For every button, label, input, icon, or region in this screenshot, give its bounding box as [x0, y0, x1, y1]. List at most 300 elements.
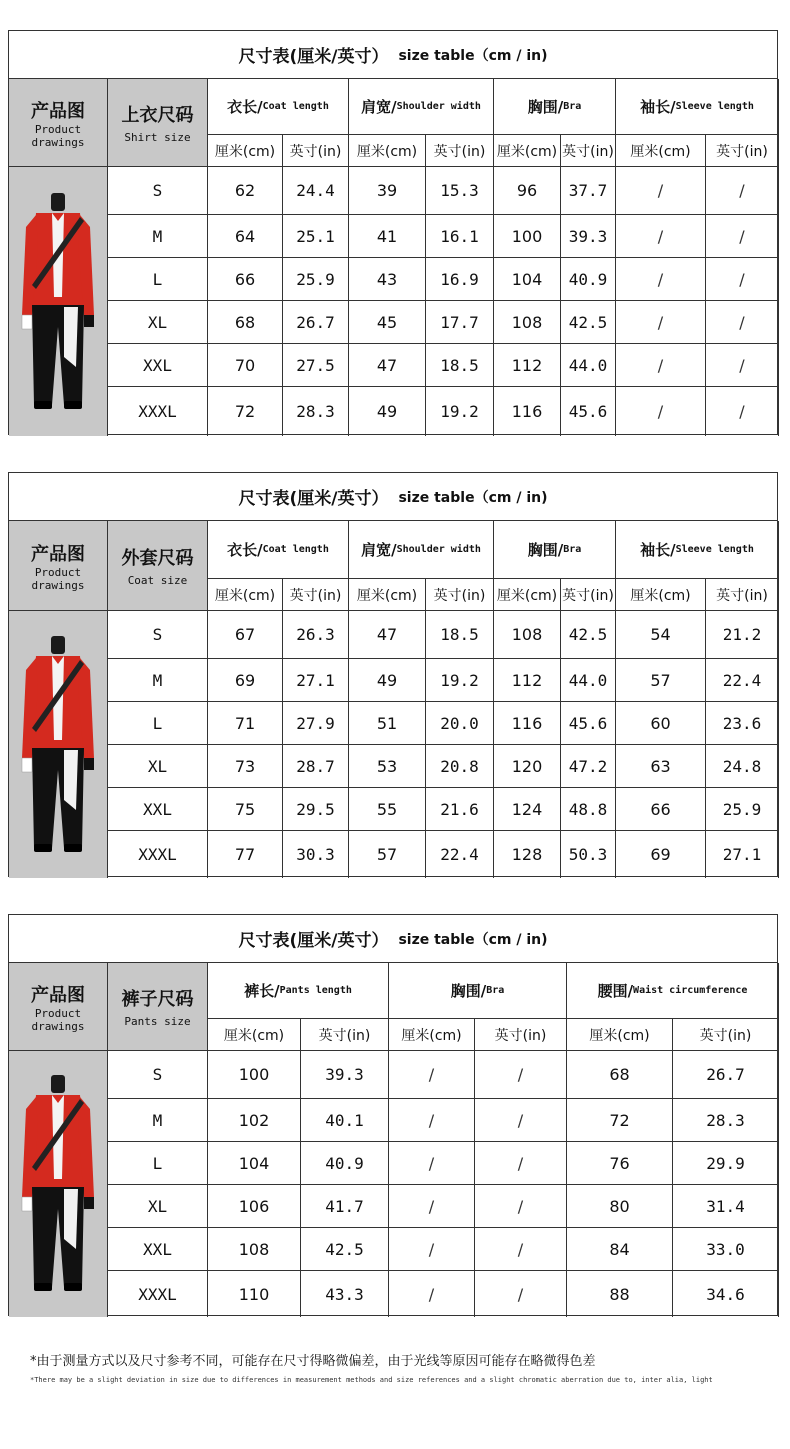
table-cell [426, 344, 494, 387]
column-header-cn: 袖长/ [640, 541, 676, 559]
size-cell [108, 1051, 208, 1099]
cell-value: 40.9 [325, 1153, 364, 1173]
size-cell [108, 1185, 208, 1228]
cell-value: / [739, 226, 745, 246]
size-table-3 [8, 914, 778, 1316]
cell-value: / [517, 1284, 524, 1304]
table-cell [349, 745, 426, 788]
column-header-en: Waist circumference [633, 985, 748, 996]
table-cell [426, 788, 494, 831]
cell-value: 88 [609, 1284, 630, 1304]
unit-label: 厘米(cm) [496, 587, 558, 604]
size-value: S [152, 181, 163, 200]
table-cell [616, 659, 706, 702]
table-cell [616, 215, 706, 258]
cell-value: / [517, 1153, 524, 1173]
table-cell [208, 301, 283, 344]
size-cell [108, 344, 208, 387]
unit-label: 英寸(in) [289, 587, 342, 604]
cell-value: / [657, 181, 664, 200]
cell-value: 120 [511, 756, 543, 776]
table-cell [706, 659, 779, 702]
size-value: S [152, 1065, 163, 1084]
table-cell [494, 745, 561, 788]
cell-value: 24.8 [722, 756, 762, 776]
unit-label: 英寸(in) [716, 587, 768, 604]
size-value: XL [147, 1196, 168, 1216]
cell-value: 116 [511, 713, 543, 733]
table-cell [426, 258, 494, 301]
cell-value: 22.4 [440, 845, 479, 864]
column-header-cn: 胸围/ [450, 982, 487, 1000]
table-cell [208, 1099, 301, 1142]
unit-label: 厘米(cm) [214, 587, 276, 604]
column-header-1 [349, 79, 494, 135]
unit-label: 英寸(in) [562, 587, 614, 604]
cell-value: / [739, 312, 745, 332]
unit-cell [567, 1019, 673, 1051]
column-header-0 [208, 79, 349, 135]
size-header [108, 79, 208, 167]
size-value: XL [147, 756, 168, 776]
size-value: M [152, 1110, 163, 1130]
table-cell [426, 387, 494, 436]
cell-value: 18.5 [440, 355, 479, 375]
cell-value: 50.3 [568, 845, 608, 864]
table-cell [208, 215, 283, 258]
table-cell [616, 745, 706, 788]
size-cell [108, 301, 208, 344]
cell-value: / [517, 1196, 524, 1216]
note-en: *There may be a slight deviation in size due to differences in measurement methods and size references and a slight chromatic aberration due to, inter alia, light [30, 1376, 713, 1384]
table-cell [208, 1051, 301, 1099]
product-label-en: Product [34, 565, 82, 579]
cell-value: 75 [234, 799, 256, 819]
product-drawings-header [9, 521, 108, 611]
table-cell [561, 387, 616, 436]
table-title-cn: 尺寸表(厘米/英寸） [238, 931, 389, 951]
cell-value: 39.3 [325, 1065, 364, 1084]
size-cell [108, 745, 208, 788]
column-header-0 [208, 521, 349, 579]
table-cell [349, 611, 426, 659]
cell-value: 73 [234, 756, 256, 776]
table-cell [283, 831, 349, 878]
cell-value: / [657, 355, 664, 375]
size-cell [108, 831, 208, 878]
table-cell [673, 1051, 779, 1099]
column-header-1 [349, 521, 494, 579]
cell-value: 49 [376, 670, 398, 690]
table-cell [208, 659, 283, 702]
cell-value: 96 [516, 181, 538, 200]
unit-label: 厘米(cm) [630, 587, 691, 604]
size-value: XXXL [138, 402, 177, 421]
table-cell [208, 167, 283, 215]
unit-label: 厘米(cm) [401, 1027, 462, 1044]
costume-figure-icon [18, 187, 98, 417]
table-cell [616, 344, 706, 387]
cell-value: 42.5 [568, 625, 608, 644]
table-cell [561, 301, 616, 344]
unit-cell [389, 1019, 475, 1051]
cell-value: 47 [376, 355, 398, 375]
table-cell [426, 611, 494, 659]
table-title [9, 31, 777, 79]
unit-cell [208, 135, 283, 167]
column-header-3 [616, 521, 779, 579]
unit-label: 英寸(in) [289, 143, 342, 160]
size-value: XL [147, 312, 168, 332]
size-label-en: Coat size [127, 574, 188, 587]
cell-value: / [657, 226, 664, 246]
cell-value: 27.1 [296, 670, 335, 690]
table-cell [706, 611, 779, 659]
table-cell [208, 344, 283, 387]
table-cell [208, 702, 283, 745]
table-cell [301, 1099, 389, 1142]
table-cell [426, 702, 494, 745]
table-cell [673, 1228, 779, 1271]
costume-figure-icon [18, 1069, 98, 1299]
table-cell [561, 167, 616, 215]
cell-value: 116 [511, 402, 543, 421]
column-header-cn: 肩宽/ [361, 98, 397, 116]
table-cell [208, 745, 283, 788]
table-cell [567, 1271, 673, 1317]
unit-label: 厘米(cm) [223, 1027, 285, 1044]
size-value: L [152, 269, 163, 289]
cell-value: / [428, 1153, 435, 1173]
unit-cell [673, 1019, 779, 1051]
cell-value: 22.4 [722, 670, 762, 690]
size-label-cn: 上衣尺码 [121, 105, 194, 126]
column-header-en: Coat length [262, 101, 329, 112]
unit-cell [616, 135, 706, 167]
table-cell [561, 831, 616, 878]
column-header-en: Shoulder width [396, 101, 481, 112]
table-cell [567, 1228, 673, 1271]
table-cell [283, 167, 349, 215]
column-header-3 [616, 79, 779, 135]
table-cell [301, 1051, 389, 1099]
unit-label: 英寸(in) [433, 143, 486, 160]
table-cell [706, 788, 779, 831]
cell-value: 112 [511, 670, 543, 690]
table-cell [616, 611, 706, 659]
cell-value: 29.9 [706, 1153, 745, 1173]
product-label-cn: 产品图 [31, 543, 85, 565]
column-header-en: Coat length [262, 544, 329, 555]
cell-value: 40.1 [325, 1110, 364, 1130]
table-cell [389, 1142, 475, 1185]
cell-value: / [517, 1065, 524, 1084]
cell-value: 43 [376, 269, 398, 289]
table-cell [706, 301, 779, 344]
table-cell [283, 788, 349, 831]
product-image-cell [9, 167, 108, 436]
cell-value: 55 [376, 799, 398, 819]
table-cell [561, 258, 616, 301]
table-cell [706, 702, 779, 745]
cell-value: 16.9 [440, 269, 479, 289]
table-cell [208, 611, 283, 659]
unit-cell [706, 579, 779, 611]
cell-value: 48.8 [568, 799, 608, 819]
table-cell [349, 788, 426, 831]
cell-value: 108 [511, 312, 543, 332]
cell-value: 47.2 [568, 756, 608, 776]
table-cell [349, 167, 426, 215]
size-cell [108, 659, 208, 702]
table-cell [494, 702, 561, 745]
unit-label: 英寸(in) [716, 143, 768, 160]
table-cell [706, 344, 779, 387]
size-value: XXL [143, 799, 172, 819]
table-cell [301, 1228, 389, 1271]
table-cell [301, 1185, 389, 1228]
cell-value: 84 [609, 1239, 630, 1259]
table-cell [494, 301, 561, 344]
size-value: XXL [143, 355, 172, 375]
unit-cell [561, 579, 616, 611]
unit-cell [426, 579, 494, 611]
table-cell [475, 1271, 567, 1317]
table-cell [389, 1228, 475, 1271]
size-value: XXXL [138, 845, 177, 864]
table-cell [494, 344, 561, 387]
table-cell [706, 745, 779, 788]
cell-value: 31.4 [706, 1196, 745, 1216]
size-table-1 [8, 30, 778, 435]
cell-value: 51 [376, 713, 398, 733]
table-cell [349, 301, 426, 344]
column-header-1 [389, 963, 567, 1019]
cell-value: / [428, 1065, 435, 1084]
cell-value: 108 [511, 625, 543, 644]
table-cell [208, 788, 283, 831]
cell-value: / [739, 355, 745, 375]
table-cell [301, 1271, 389, 1317]
table-cell [283, 215, 349, 258]
cell-value: 30.3 [296, 845, 335, 864]
cell-value: 41.7 [325, 1196, 364, 1216]
table-cell [283, 745, 349, 788]
table-cell [349, 344, 426, 387]
size-value: XXL [143, 1239, 172, 1259]
cell-value: 72 [234, 402, 256, 421]
cell-value: / [657, 402, 664, 421]
table-cell [283, 387, 349, 436]
size-label-en: Shirt size [124, 131, 191, 144]
cell-value: 66 [234, 269, 256, 289]
size-cell [108, 167, 208, 215]
size-header [108, 963, 208, 1051]
cell-value: 124 [511, 799, 543, 819]
table-cell [561, 788, 616, 831]
table-title-en: size table（cm / in) [398, 931, 548, 948]
cell-value: 23.6 [722, 713, 762, 733]
column-header-2 [567, 963, 779, 1019]
cell-value: 44.0 [568, 670, 608, 690]
table-cell [426, 745, 494, 788]
unit-cell [426, 135, 494, 167]
cell-value: 47 [376, 625, 398, 644]
size-label-cn: 外套尺码 [121, 548, 194, 569]
product-drawings-header [9, 963, 108, 1051]
size-cell [108, 611, 208, 659]
cell-value: 15.3 [440, 181, 479, 200]
product-label-en: Product [34, 1006, 82, 1020]
table-cell [389, 1099, 475, 1142]
unit-cell [706, 135, 779, 167]
table-cell [208, 1271, 301, 1317]
cell-value: / [657, 312, 664, 332]
cell-value: / [428, 1239, 435, 1259]
cell-value: 37.7 [568, 181, 608, 200]
cell-value: 128 [511, 845, 543, 864]
table-cell [426, 215, 494, 258]
cell-value: 28.3 [296, 402, 335, 421]
table-cell [561, 215, 616, 258]
table-cell [349, 831, 426, 878]
cell-value: 26.3 [296, 625, 335, 644]
table-cell [283, 611, 349, 659]
unit-cell [561, 135, 616, 167]
unit-cell [494, 579, 561, 611]
size-cell [108, 702, 208, 745]
cell-value: 104 [511, 269, 543, 289]
cell-value: 25.9 [296, 269, 335, 289]
cell-value: 39.3 [568, 226, 608, 246]
cell-value: 54 [650, 625, 671, 644]
product-label-en: Product [34, 122, 82, 136]
table-cell [673, 1099, 779, 1142]
cell-value: 57 [650, 670, 671, 690]
unit-cell [349, 135, 426, 167]
table-title-en: size table（cm / in) [398, 489, 548, 506]
cell-value: 34.6 [706, 1284, 745, 1304]
cell-value: 39 [376, 181, 398, 200]
column-header-cn: 袖长/ [640, 98, 676, 116]
cell-value: / [739, 181, 745, 200]
column-header-2 [494, 521, 616, 579]
product-image-cell [9, 1051, 108, 1317]
table-cell [208, 387, 283, 436]
table-cell [208, 1142, 301, 1185]
column-header-cn: 肩宽/ [361, 541, 397, 559]
size-cell [108, 1271, 208, 1317]
column-header-cn: 裤长/ [244, 982, 280, 1000]
product-label-cn: 产品图 [31, 984, 85, 1006]
cell-value: 108 [238, 1239, 270, 1259]
cell-value: 42.5 [568, 312, 608, 332]
table-cell [706, 387, 779, 436]
table-cell [673, 1271, 779, 1317]
table-cell [616, 788, 706, 831]
unit-cell [301, 1019, 389, 1051]
size-value: L [152, 713, 163, 733]
column-header-2 [494, 79, 616, 135]
cell-value: 27.9 [296, 713, 335, 733]
cell-value: / [517, 1239, 524, 1259]
table-cell [494, 167, 561, 215]
table-cell [349, 258, 426, 301]
cell-value: 17.7 [440, 312, 479, 332]
table-cell [616, 831, 706, 878]
unit-label: 英寸(in) [318, 1027, 371, 1044]
cell-value: 45.6 [568, 402, 608, 421]
cell-value: 106 [238, 1196, 270, 1216]
cell-value: 33.0 [706, 1239, 745, 1259]
table-cell [567, 1185, 673, 1228]
product-image-cell [9, 611, 108, 878]
product-label-en2: drawings [31, 135, 85, 149]
table-cell [389, 1185, 475, 1228]
table-cell [494, 258, 561, 301]
cell-value: 45.6 [568, 713, 608, 733]
table-cell [673, 1185, 779, 1228]
cell-value: 110 [238, 1284, 270, 1304]
cell-value: 112 [511, 355, 543, 375]
cell-value: 104 [238, 1153, 270, 1173]
cell-value: 19.2 [440, 670, 479, 690]
unit-cell [349, 579, 426, 611]
cell-value: 20.8 [440, 756, 479, 776]
column-header-en: Pants length [279, 985, 352, 996]
column-header-cn: 腰围/ [597, 982, 634, 1000]
table-cell [283, 702, 349, 745]
table-cell [561, 344, 616, 387]
size-value: M [152, 226, 163, 246]
product-label-en2: drawings [31, 578, 85, 592]
table-cell [208, 258, 283, 301]
size-cell [108, 1099, 208, 1142]
cell-value: 68 [234, 312, 256, 332]
cell-value: 28.3 [706, 1110, 745, 1130]
table-cell [616, 702, 706, 745]
table-cell [706, 215, 779, 258]
unit-label: 厘米(cm) [356, 143, 418, 160]
table-cell [475, 1051, 567, 1099]
table-cell [349, 215, 426, 258]
column-header-cn: 胸围/ [527, 541, 564, 559]
table-cell [283, 659, 349, 702]
cell-value: 27.1 [722, 845, 762, 864]
table-cell [494, 611, 561, 659]
cell-value: 44.0 [568, 355, 608, 375]
cell-value: 57 [376, 845, 398, 864]
cell-value: 49 [376, 402, 398, 421]
size-header [108, 521, 208, 611]
size-table-2 [8, 472, 778, 877]
unit-label: 厘米(cm) [630, 143, 691, 160]
table-title-en: size table（cm / in) [398, 47, 548, 64]
size-value: M [152, 670, 163, 690]
table-cell [475, 1142, 567, 1185]
table-cell [426, 167, 494, 215]
column-header-en: Shoulder width [396, 544, 481, 555]
table-cell [389, 1271, 475, 1317]
cell-value: / [428, 1196, 435, 1216]
table-cell [561, 745, 616, 788]
table-cell [426, 831, 494, 878]
column-header-cn: 衣长/ [227, 541, 263, 559]
cell-value: 77 [234, 845, 256, 864]
cell-value: 19.2 [440, 402, 479, 421]
table-cell [349, 659, 426, 702]
cell-value: 72 [609, 1110, 630, 1130]
